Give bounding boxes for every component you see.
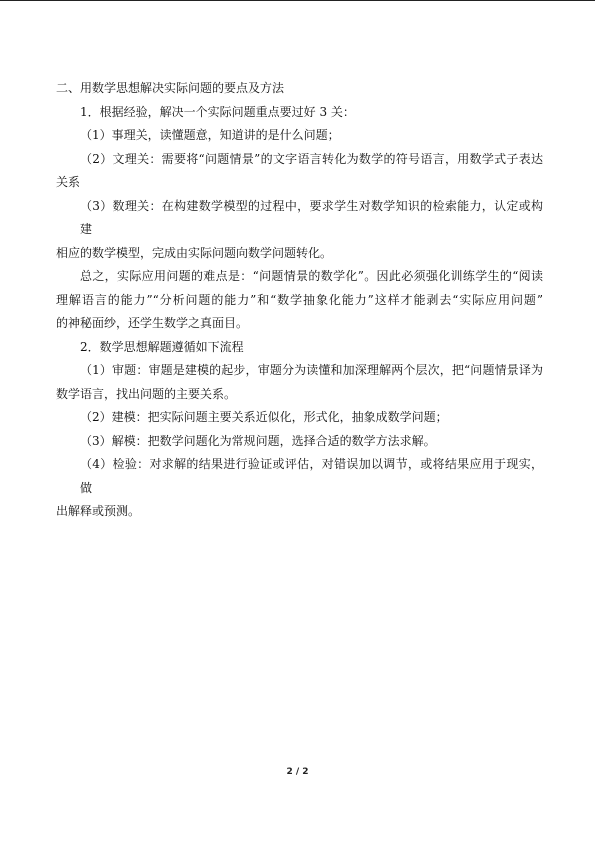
sub-item-2-2: （2）建模：把实际问题主要关系近似化，形式化，抽象成数学问题； [80, 410, 448, 424]
sub-item-1-3-continued: 相应的数学模型，完成由实际问题向数学问题转化。 [56, 245, 333, 260]
summary-paragraph-line-3: 的神秘面纱，还学生数学之真面目。 [56, 316, 249, 330]
top-border-line [0, 0, 595, 1]
sub-item-1-2-continued: 关系 [56, 175, 81, 189]
sub-item-2-4: （4）检验：对求解的结果进行验证或评估，对错误加以调节，或将结果应用于现实，做 [80, 457, 543, 495]
summary-paragraph-line-2: 理解语言的能力”“分析问题的能力”和“数学抽象化能力”这样才能剥去“实际应用问题” [56, 292, 543, 307]
section-heading: 二、用数学思想解决实际问题的要点及方法 [56, 81, 285, 95]
sub-item-2-4-continued: 出解释或预测。 [56, 504, 141, 518]
sub-item-1-2: （2）文理关：需要将“问题情景”的文字语言转化为数学的符号语言，用数学式子表达 [80, 151, 543, 166]
sub-item-2-3: （3）解模：把数学问题化为常规问题，选择合适的数学方法求解。 [80, 433, 436, 448]
document-body [56, 77, 543, 524]
sub-item-2-1-continued: 数学语言，找出问题的主要关系。 [56, 386, 237, 401]
sub-item-2-1: （1）审题：审题是建模的起步，审题分为读懂和加深理解两个层次，把“问题情景译为 [80, 363, 543, 377]
numbered-item-1: 1．根据经验，解决一个实际问题重点要过好 3 关： [80, 104, 355, 119]
summary-paragraph: 总之，实际应用问题的难点是：“问题情景的数学化”。因此必须强化训练学生的“阅读 [80, 269, 543, 283]
numbered-item-2: 2．数学思想解题遵循如下流程 [80, 339, 244, 354]
page-number: 2 / 2 [286, 767, 309, 777]
sub-item-1-1: （1）事理关，读懂题意，知道讲的是什么问题； [80, 128, 340, 142]
sub-item-1-3: （3）数理关：在构建数学模型的过程中，要求学生对数学知识的检索能力，认定或构建 [80, 198, 543, 236]
